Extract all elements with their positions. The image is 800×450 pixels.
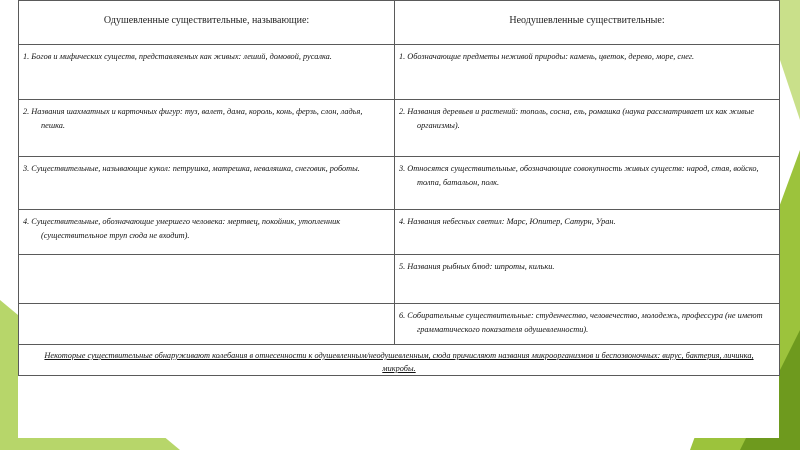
noun-classification-table [18, 0, 780, 376]
cell-text: 2. Названия деревьев и растений: тополь, сосна, ель, ромашка (наука рассматривает их как живые организмы). [399, 107, 755, 130]
table-footer-row [19, 345, 780, 376]
cell-animate-5 [19, 255, 395, 304]
cell-inanimate-2 [395, 100, 780, 157]
header-inanimate: Неодушевленные существительные: [395, 1, 780, 45]
cell-text: 1. Богов и мифических существ, представляемых как живых: леший, домовой, русалка. [23, 52, 332, 61]
cell-text: 4. Существительные, обозначающие умершего человека: мертвец, покойник, утопленник (существительное труп сюда не входит). [23, 217, 341, 240]
cell-footer-note [19, 345, 780, 376]
table-row [19, 304, 780, 345]
cell-inanimate-6 [395, 304, 780, 345]
cell-animate-2 [19, 100, 395, 157]
header-animate: Одушевленные существительные, называющие: [19, 1, 395, 45]
table-row [19, 255, 780, 304]
cell-animate-4 [19, 210, 395, 255]
cell-text: 3. Существительные, называющие кукол: петрушка, матрешка, неваляшка, снеговик, роботы. [23, 164, 360, 173]
cell-animate-1 [19, 45, 395, 100]
cell-inanimate-4 [395, 210, 780, 255]
table-row [19, 210, 780, 255]
cell-text: 4. Названия небесных светил: Марс, Юпитер, Сатурн, Уран. [399, 217, 616, 226]
cell-inanimate-1 [395, 45, 780, 100]
cell-text: 3. Относятся существительные, обозначающие совокупность живых существ: народ, стая, войско, толпа, батальон, полк. [399, 164, 759, 187]
footer-note: Некоторые существительные обнаруживают колебания в отнесенности к одушевленным/неодушевленным, сюда причисляют названия микроорганизмов и беспозвоночных: вирус, бактерия, личинка, микробы. [44, 351, 754, 373]
table-row [19, 157, 780, 210]
cell-text: 5. Названия рыбных блюд: шпроты, кильки. [399, 262, 555, 271]
cell-text: 6. Собирательные существительные: студенчество, человечество, молодежь, профессура (не имеют грамматического показателя одушевленности). [399, 311, 763, 334]
table-row [19, 100, 780, 157]
table-row [19, 45, 780, 100]
cell-text: 1. Обозначающие предметы неживой природы: камень, цветок, дерево, море, снег. [399, 52, 695, 61]
cell-inanimate-3 [395, 157, 780, 210]
cell-animate-6 [19, 304, 395, 345]
cell-text: 2. Названия шахматных и карточных фигур: туз, валет, дама, король, конь, ферзь, слон, ладья, пешка. [23, 107, 363, 130]
cell-inanimate-5 [395, 255, 780, 304]
noun-classification-table-container [18, 0, 779, 438]
cell-animate-3 [19, 157, 395, 210]
table-header-row [19, 1, 780, 45]
